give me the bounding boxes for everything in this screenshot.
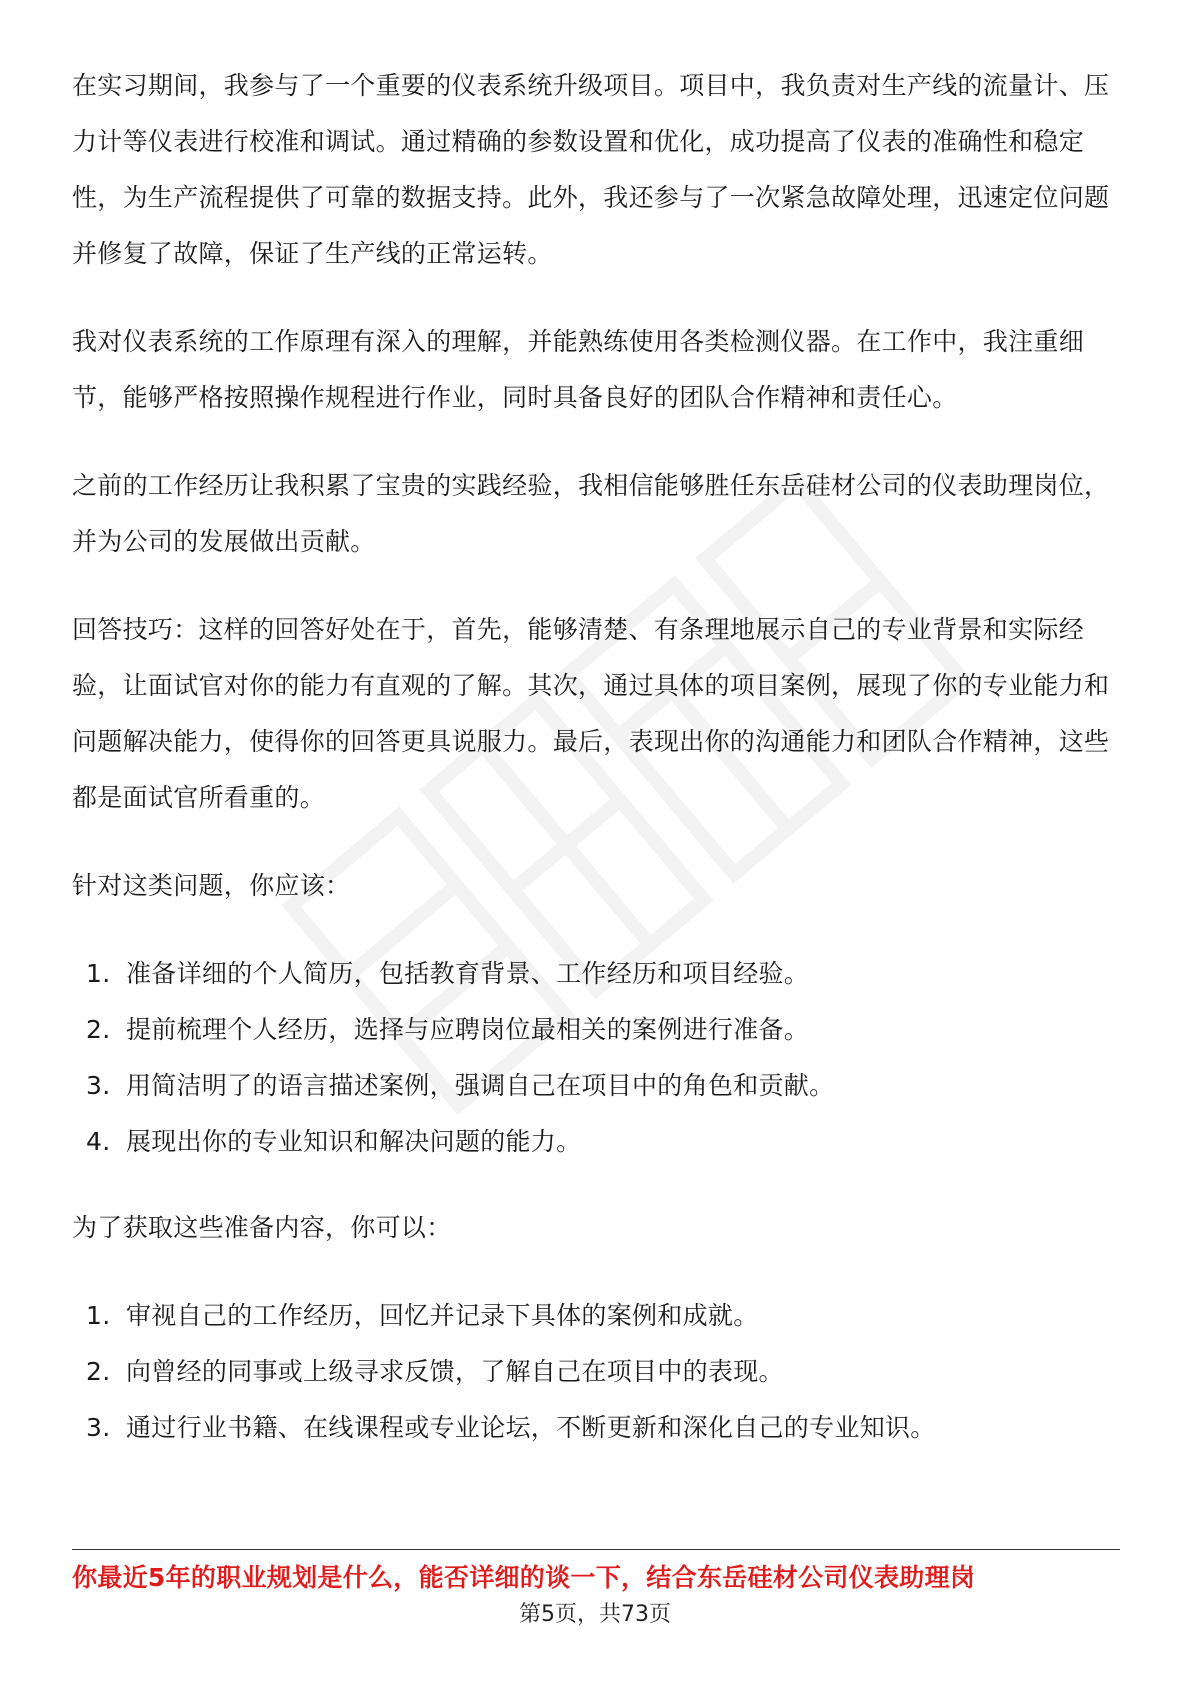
list-can (72, 1288, 1120, 1456)
list-item-text: 展现出你的专业知识和解决问题的能力。 (126, 1127, 582, 1156)
list-item (72, 1002, 1120, 1058)
list-item-number: 3. (86, 1413, 111, 1442)
list-item (72, 1058, 1120, 1114)
list-item-text: 准备详细的个人简历，包括教育背景、工作经历和项目经验。 (126, 959, 810, 988)
list-item-text: 提前梳理个人经历，选择与应聘岗位最相关的案例进行准备。 (126, 1015, 810, 1044)
list-item-number: 4. (86, 1127, 111, 1156)
page-number: 第5页，共73页 (519, 1602, 671, 1627)
section-intro-can: 为了获取这些准备内容，你可以： (72, 1213, 452, 1242)
list-item-text: 审视自己的工作经历，回忆并记录下具体的案例和成就。 (126, 1301, 759, 1330)
list-item-number: 1. (86, 959, 111, 988)
list-item (72, 1288, 1120, 1344)
paragraph-internship: 在实习期间，我参与了一个重要的仪表系统升级项目。项目中，我负责对生产线的流量计、压力计等仪表进行校准和调试。通过精确的参数设置和优化，成功提高了仪表的准确性和稳定性，为生产流程提供了可靠的数据支持。此外，我还参与了一次紧急故障处理，迅速定位问题并修复了故障，保证了生产线的正常运转。 (72, 71, 1110, 268)
paragraph-answer-tips: 回答技巧：这样的回答好处在于，首先，能够清楚、有条理地展示自己的专业背景和实际经验，让面试官对你的能力有直观的了解。其次，通过具体的项目案例，展现了你的专业能力和问题解决能力，使得你的回答更具说服力。最后，表现出你的沟通能力和团队合作精神，这些都是面试官所看重的。 (72, 615, 1110, 812)
list-item (72, 946, 1120, 1002)
list-item (72, 1344, 1120, 1400)
next-question-heading: 你最近5年的职业规划是什么，能否详细的谈一下，结合东岳硅材公司仪表助理岗 (72, 1563, 976, 1592)
list-item-text: 用简洁明了的语言描述案例，强调自己在项目中的角色和贡献。 (126, 1071, 835, 1100)
paragraph-skills: 我对仪表系统的工作原理有深入的理解，并能熟练使用各类检测仪器。在工作中，我注重细节，能够严格按照操作规程进行作业，同时具备良好的团队合作精神和责任心。 (72, 327, 1085, 412)
list-item (72, 1400, 1120, 1456)
document-body (72, 58, 1120, 1486)
list-item-text: 向曾经的同事或上级寻求反馈，了解自己在项目中的表现。 (126, 1357, 784, 1386)
list-item-text: 通过行业书籍、在线课程或专业论坛，不断更新和深化自己的专业知识。 (126, 1413, 936, 1442)
list-item-number: 3. (86, 1071, 111, 1100)
paragraph-summary: 之前的工作经历让我积累了宝贵的实践经验，我相信能够胜任东岳硅材公司的仪表助理岗位，并为公司的发展做出贡献。 (72, 471, 1110, 556)
list-item-number: 1. (86, 1301, 111, 1330)
list-item (72, 1114, 1120, 1170)
footer-divider (72, 1549, 1120, 1550)
section-intro-should: 针对这类问题，你应该： (72, 871, 351, 900)
list-should (72, 946, 1120, 1170)
list-item-number: 2. (86, 1015, 111, 1044)
list-item-number: 2. (86, 1357, 111, 1386)
